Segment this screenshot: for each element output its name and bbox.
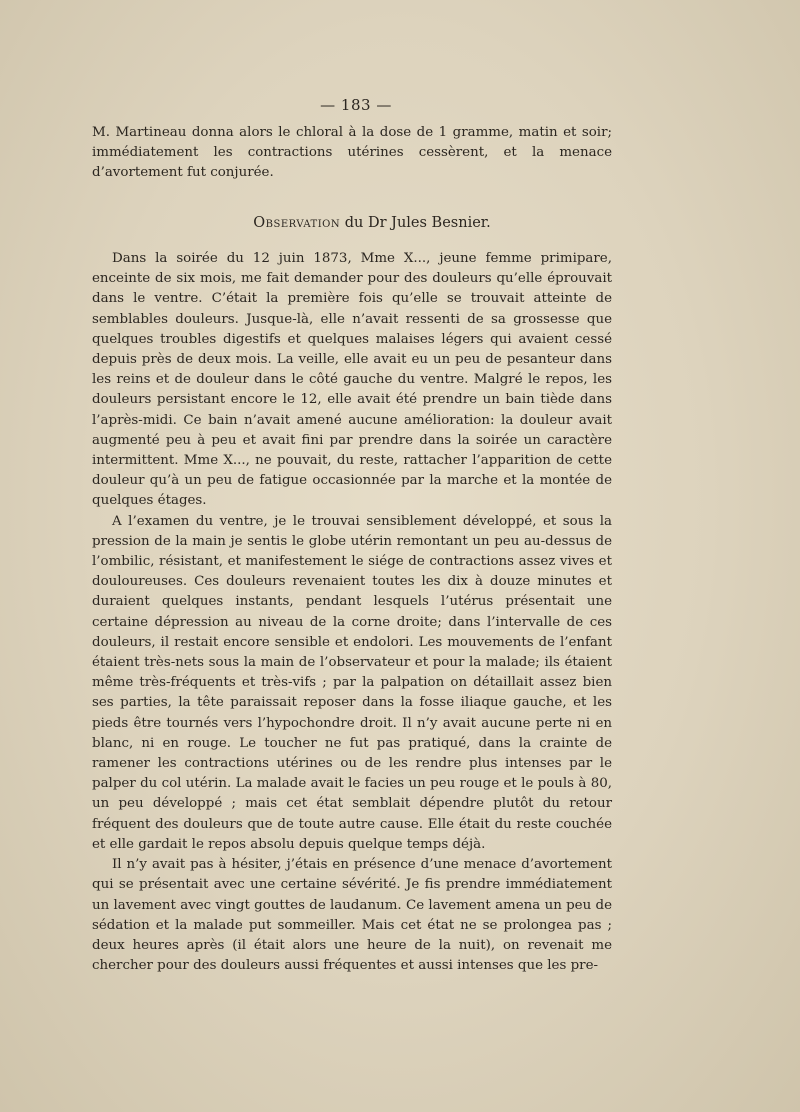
heading-rest: du Dr Jules Besnier. [344,215,491,231]
paragraph: A l’examen du ventre, je le trouvai sensiblement développé, et sous la pression de la main je sentis le globe utérin remontant un peu au-dessus de l’ombilic, résistant, et manifestement le siége de contractions assez vives et douloureuses. Ces douleurs revenaient toutes les dix à douze minutes et duraient quelques instants, pendant lesquels l’utérus présentait une certaine dépression au niveau de la corne droite; dans l’intervalle de ces douleurs, il restait encore sensible et endolori. Les mouvements de l’enfant étaient très-nets sous la main de l’observateur et pour la malade; ils étaient même très-fréquents et très-vifs ; par la palpation on détaillait assez bien ses parties, la tête paraissait reposer dans la fosse iliaque gauche, et les pieds être tournés vers l’hypochondre droit. Il n’y avait aucune perte ni en blanc, ni en rouge. Le toucher ne fut pas pratiqué, dans la crainte de ramener les contractions utérines ou de les rendre plus intenses par le palper du col utérin. La malade avait le facies un peu rouge et le pouls à 80, un peu développé ; mais cet état semblait dépendre plutôt du retour fréquent des douleurs que de toute autre cause. Elle était du reste couchée et elle gardait le repos absolu depuis quelque temps déjà. [92,513,612,852]
intro-text [92,123,612,184]
observation-text [92,249,612,976]
intro-paragraph: M. Martineau donna alors le chloral à la dose de 1 gramme, matin et soir; immédiatement les contractions utérines cessèrent, et la menace d’avortement fut conjurée. [92,125,612,181]
heading-prefix: Observation [253,215,341,231]
paragraph: Dans la soirée du 12 juin 1873, Mme X..., jeune femme primipare, enceinte de six mois, me fait demander pour des douleurs qu’elle éprouvait dans le ventre. C’était la première fois qu’elle se trouvait atteinte de semblables douleurs. Jusque-là, elle n’avait ressenti de sa grossesse que quelques troubles digestifs et quelques malaises légers qui avaient cessé depuis près de deux mois. La veille, elle avait eu un peu de pesanteur dans les reins et de douleur dans le côté gauche du ventre. Malgré le repos, les douleurs persistant encore le 12, elle avait été prendre un bain tiède dans l’après-midi. Ce bain n’avait amené aucune amélioration: la douleur avait augmenté peu à peu et avait fini par prendre dans la soirée un caractère intermittent. Mme X..., ne pouvait, du reste, rattacher l’apparition de cette douleur qu’à un peu de fatigue occasionnée par la marche et la montée de quelques étages. [92,251,612,509]
page-number: — 183 — [320,96,392,114]
paragraph: Il n’y avait pas à hésiter, j’étais en présence d’une menace d’avortement qui se présentait avec une certaine sévérité. Je fis prendre immédiatement un lavement avec vingt gouttes de laudanum. Ce lavement amena un peu de sédation et la malade put sommeiller. Mais cet état ne se prolongea pas ; deux heures après (il était alors une heure de la nuit), on revenait me chercher pour des douleurs aussi fréquentes et aussi intenses que les pre- [92,857,612,974]
section-heading [92,213,612,233]
